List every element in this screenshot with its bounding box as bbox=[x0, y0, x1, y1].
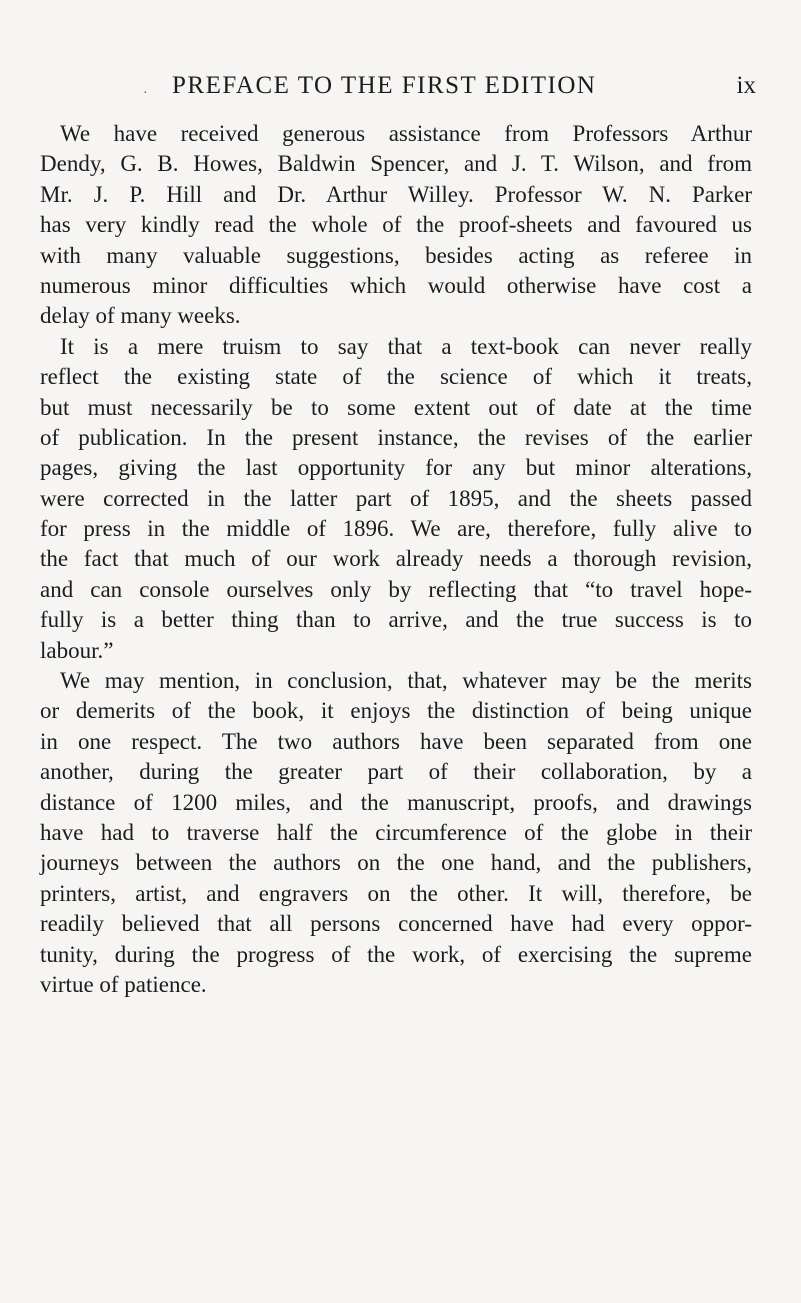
text-line: distance of 1200 miles, and the manuscript, proofs, and drawings bbox=[40, 789, 752, 815]
text-line: We may mention, in conclusion, that, whatever may be the merits bbox=[60, 668, 752, 694]
preface-text bbox=[40, 119, 752, 1000]
text-line: were corrected in the latter part of 1895, and the sheets passed bbox=[40, 485, 752, 511]
text-line: have had to traverse half the circumference of the globe in their bbox=[40, 819, 752, 845]
text-line: the fact that much of our work already needs a thorough revision, bbox=[40, 546, 752, 572]
running-head-title: PREFACE TO THE FIRST EDITION bbox=[172, 72, 597, 99]
text-line: but must necessarily be to some extent out of date at the time bbox=[40, 394, 752, 420]
text-line: printers, artist, and engravers on the other. It will, therefore, be bbox=[40, 880, 752, 906]
paragraph-truism bbox=[40, 332, 752, 666]
text-line: another, during the greater part of their collaboration, by a bbox=[40, 759, 752, 785]
text-line: has very kindly read the whole of the proof-sheets and favoured us bbox=[40, 212, 752, 238]
text-line: numerous minor difficulties which would otherwise have cost a bbox=[40, 272, 752, 298]
text-line: reflect the existing state of the science of which it treats, bbox=[40, 364, 752, 390]
running-head bbox=[40, 66, 756, 106]
text-line: labour.” bbox=[40, 637, 114, 663]
text-line: We have received generous assistance from Professors Arthur bbox=[60, 121, 752, 146]
text-line: delay of many weeks. bbox=[40, 303, 241, 329]
text-line: pages, giving the last opportunity for any but minor alterations, bbox=[40, 455, 752, 481]
text-line: tunity, during the progress of the work, of exercising the supreme bbox=[40, 941, 752, 967]
paragraph-acknowledgements bbox=[40, 119, 752, 332]
text-line: readily believed that all persons concerned have had every oppor- bbox=[40, 911, 752, 937]
text-line: or demerits of the book, it enjoys the distinction of being unique bbox=[40, 698, 752, 724]
text-line: Mr. J. P. Hill and Dr. Arthur Willey. Professor W. N. Parker bbox=[40, 181, 752, 207]
paragraph-conclusion bbox=[40, 666, 752, 1000]
text-line: It is a mere truism to say that a text-book can never really bbox=[60, 333, 752, 359]
text-line: fully is a better thing than to arrive, and the true success is to bbox=[40, 607, 752, 633]
text-line: virtue of patience. bbox=[40, 971, 207, 997]
text-line: for press in the middle of 1896. We are, therefore, fully alive to bbox=[40, 516, 752, 542]
text-line: Dendy, G. B. Howes, Baldwin Spencer, and J. T. Wilson, and from bbox=[40, 151, 752, 177]
head-ornament-dot: · bbox=[143, 86, 148, 101]
page-number: ix bbox=[736, 72, 756, 99]
text-line: and can console ourselves only by reflecting that “to travel hope- bbox=[40, 576, 752, 602]
text-line: journeys between the authors on the one hand, and the publishers, bbox=[40, 850, 752, 876]
text-line: in one respect. The two authors have been separated from one bbox=[40, 728, 752, 754]
text-line: of publication. In the present instance, the revises of the earlier bbox=[40, 424, 752, 450]
text-line: with many valuable suggestions, besides acting as referee in bbox=[40, 242, 752, 268]
